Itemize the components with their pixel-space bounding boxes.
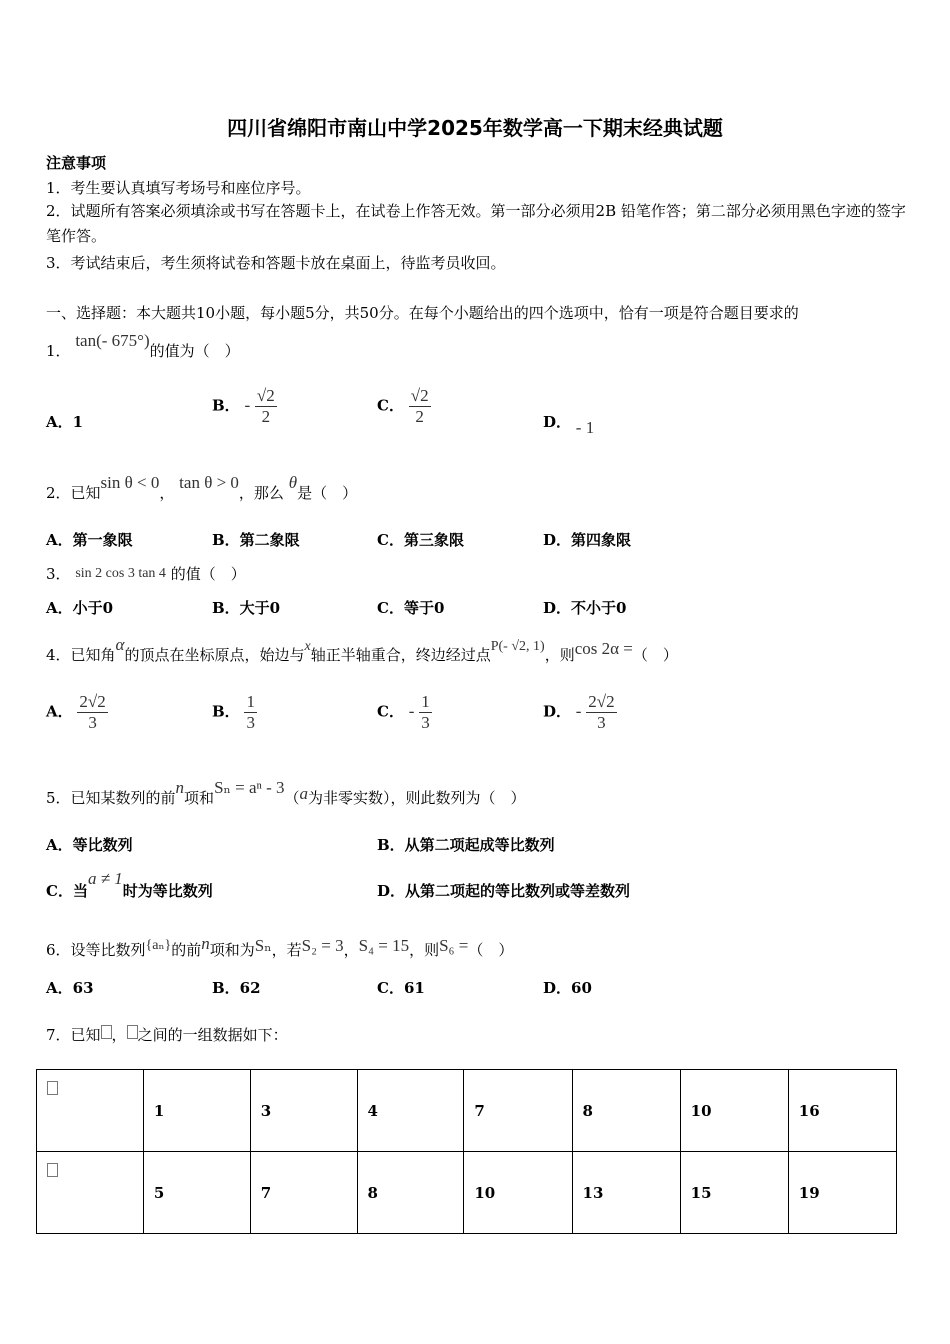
q4-option-d[interactable]: D． - $\frac{2√2}{3}$ (543, 692, 615, 732)
page-title: 四川省绵阳市南山中学2025年数学高一下期末经典试题 (227, 116, 723, 140)
q1-option-a[interactable]: A．1 (46, 413, 84, 431)
question-6-stem: 6．设等比数列{aₙ}的前n项和为Sₙ，若S₂ = 3，S₄ = 15，则S₆ =（ ） (46, 934, 514, 959)
q2-option-a[interactable]: A．第一象限 (46, 531, 133, 549)
q6-option-a[interactable]: A．63 (46, 979, 94, 997)
missing-glyph-icon (47, 1163, 58, 1177)
row-label-x (37, 1070, 144, 1152)
table-cell: 7 (464, 1070, 572, 1152)
q4-option-a[interactable]: A． $\frac{2√2}{3}$ (46, 692, 106, 732)
question-2-stem: 2．已知sin θ < 0， tan θ > 0，那么 θ是（ ） (46, 473, 358, 502)
table-cell: 19 (788, 1152, 896, 1234)
q4-option-c[interactable]: C． - $\frac{1}{3}$ (377, 692, 430, 732)
table-cell: 16 (788, 1070, 896, 1152)
q6-option-c[interactable]: C．61 (377, 979, 425, 997)
q1-option-b[interactable]: B． - $\frac{√2}{2}$ (212, 386, 275, 426)
data-table (36, 1069, 897, 1234)
missing-glyph-icon (47, 1081, 58, 1095)
table-cell: 7 (250, 1152, 357, 1234)
note-item-3: 3．考试结束后，考生须将试卷和答题卡放在桌面上，待监考员收回。 (46, 254, 506, 272)
question-5-stem: 5．已知某数列的前n项和Sₙ = aⁿ - 3（a为非零实数），则此数列为（ ） (46, 778, 526, 807)
q2-option-d[interactable]: D．第四象限 (543, 531, 632, 549)
missing-glyph-icon (127, 1025, 138, 1039)
missing-glyph-icon (101, 1025, 112, 1039)
question-1-stem: 1． tan(- 675°)的值为（ ） (46, 331, 240, 360)
table-row (37, 1070, 897, 1152)
section-heading: 一、选择题：本大题共10小题，每小题5分，共50分。在每个小题给出的四个选项中，恰有一项是符合题目要求的 (46, 304, 799, 322)
q1-option-b-frac: $\frac{√2}{2}$ (256, 386, 275, 426)
question-3-stem: 3． sin 2 cos 3 tan 4 的值（ ） (46, 565, 246, 583)
question-4-stem: 4．已知角α的顶点在坐标原点，始边与x轴正半轴重合，终边经过点P(- √2, 1)，则cos 2α =（ ） (46, 635, 678, 664)
q6-option-b[interactable]: B．62 (212, 979, 261, 997)
q5-option-d[interactable]: D．从第二项起的等比数列或等差数列 (377, 882, 631, 900)
table-row (37, 1152, 897, 1234)
q3-option-a[interactable]: A．小于0 (46, 599, 114, 617)
table-cell: 3 (250, 1070, 357, 1152)
table-cell: 8 (357, 1152, 464, 1234)
q4-option-b[interactable]: B． $\frac{1}{3}$ (212, 692, 255, 732)
table-cell: 1 (143, 1070, 250, 1152)
table-cell: 15 (680, 1152, 788, 1234)
q5-option-b[interactable]: B．从第二项起成等比数列 (377, 836, 555, 854)
q1-option-c[interactable]: C． $\frac{√2}{2}$ (377, 386, 429, 426)
question-1-expr: tan(- 675°) (75, 331, 150, 350)
table-cell: 8 (572, 1070, 680, 1152)
row-label-y (37, 1152, 144, 1234)
question-7-stem: 7．已知 ， 之间的一组数据如下： (46, 1026, 288, 1044)
table-cell: 10 (680, 1070, 788, 1152)
q3-option-c[interactable]: C．等于0 (377, 599, 445, 617)
table-cell: 10 (464, 1152, 572, 1234)
note-item-2: 2．试题所有答案必须填涂或书写在答题卡上，在试卷上作答无效。第一部分必须用2B 铅笔作答；第二部分必须用黑色字迹的签字笔作答。 (46, 202, 906, 245)
q1-option-d[interactable]: D． - 1 (543, 413, 595, 437)
table-cell: 4 (357, 1070, 464, 1152)
q6-option-d[interactable]: D．60 (543, 979, 592, 997)
note-item-1: 1．考生要认真填写考场号和座位序号。 (46, 179, 311, 197)
table-cell: 13 (572, 1152, 680, 1234)
notes-heading: 注意事项 (46, 154, 107, 172)
table-cell: 5 (143, 1152, 250, 1234)
q5-option-a[interactable]: A．等比数列 (46, 836, 133, 854)
q2-option-c[interactable]: C．第三象限 (377, 531, 464, 549)
q3-option-b[interactable]: B．大于0 (212, 599, 281, 617)
q5-option-c[interactable]: C．当a ≠ 1时为等比数列 (46, 869, 213, 900)
q2-option-b[interactable]: B．第二象限 (212, 531, 300, 549)
q3-option-d[interactable]: D．不小于0 (543, 599, 627, 617)
q1-option-c-frac: $\frac{√2}{2}$ (410, 386, 429, 426)
